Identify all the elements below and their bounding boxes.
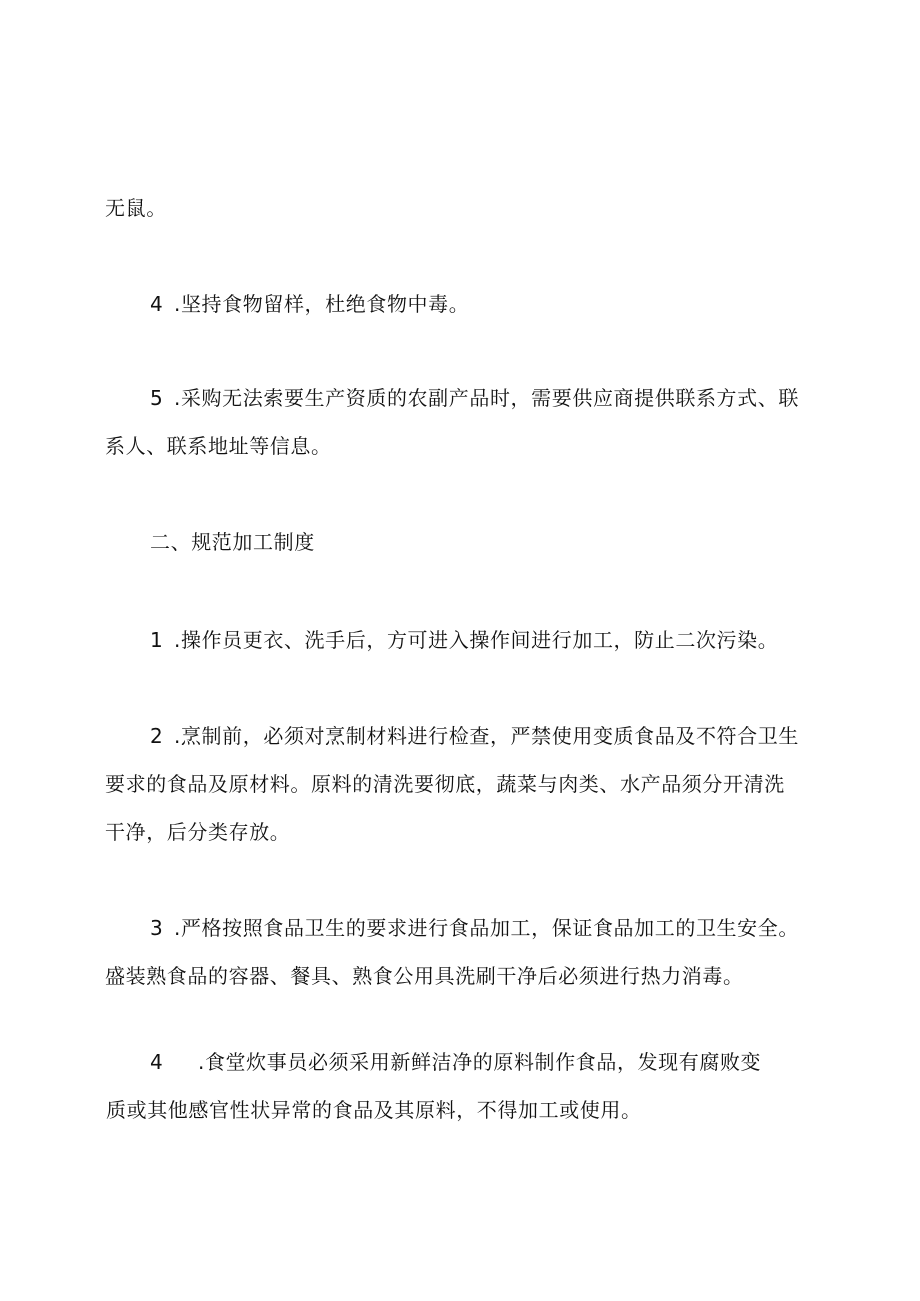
text-line xyxy=(106,1098,642,1122)
heading-text: 二、规范加工制度 xyxy=(150,530,315,554)
list-item xyxy=(150,386,799,410)
item-number: 2 xyxy=(150,724,164,748)
item-text: .食堂炊事员必须采用新鲜洁净的原料制作食品，发现有腐败变 xyxy=(198,1050,762,1074)
item-number: 1 xyxy=(150,628,164,652)
item-number: 4 xyxy=(150,292,164,316)
list-item xyxy=(150,916,799,940)
list-item xyxy=(150,292,469,316)
item-text: .烹制前，必须对烹制材料进行检查，严禁使用变质食品及不符合卫生 xyxy=(174,724,799,748)
section-heading xyxy=(150,530,315,554)
item-text-continuation: 质或其他感官性状异常的食品及其原料，不得加工或使用。 xyxy=(106,1098,642,1122)
item-text-continuation: 干净，后分类存放。 xyxy=(105,820,291,844)
text-content: 无鼠。 xyxy=(105,196,167,220)
item-text: .采购无法索要生产资质的农副产品时，需要供应商提供联系方式、联 xyxy=(174,386,799,410)
text-line xyxy=(105,772,785,796)
item-text: .坚持食物留样，杜绝食物中毒。 xyxy=(174,292,470,316)
item-text: .严格按照食品卫生的要求进行食品加工，保证食品加工的卫生安全。 xyxy=(174,916,799,940)
item-text: .操作员更衣、洗手后，方可进入操作间进行加工，防止二次污染。 xyxy=(174,628,779,652)
item-number: 5 xyxy=(150,386,164,410)
item-text-continuation: 要求的食品及原材料。原料的清洗要彻底，蔬菜与肉类、水产品须分开清洗 xyxy=(105,772,785,796)
text-line xyxy=(105,196,167,220)
list-item xyxy=(150,628,778,652)
item-number: 4 xyxy=(150,1050,164,1074)
text-line xyxy=(105,964,744,988)
list-item xyxy=(150,724,799,748)
text-line xyxy=(105,434,332,458)
text-line xyxy=(105,820,290,844)
list-item xyxy=(150,1050,761,1074)
item-text-continuation: 盛装熟食品的容器、餐具、熟食公用具洗刷干净后必须进行热力消毒。 xyxy=(105,964,744,988)
item-text-continuation: 系人、联系地址等信息。 xyxy=(105,434,332,458)
item-number: 3 xyxy=(150,916,164,940)
